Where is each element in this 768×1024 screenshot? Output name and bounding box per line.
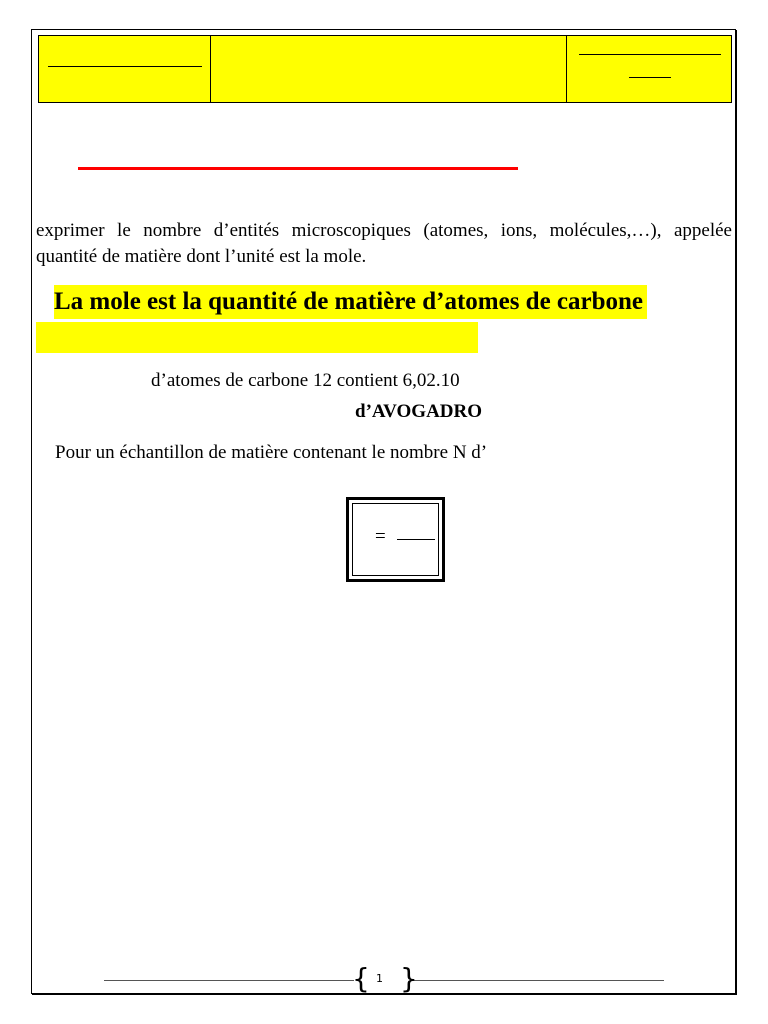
header-left-blank-line <box>48 66 202 67</box>
formula-equals: = <box>375 526 386 547</box>
formula-fraction-line <box>397 539 435 540</box>
header-right-blank-line-1 <box>579 54 721 55</box>
footer-rule-left <box>104 980 354 981</box>
header-right-blank-line-2 <box>629 77 671 78</box>
sample-line: Pour un échantillon de matière contenant le nombre N d’ <box>55 442 488 463</box>
header-cell-left <box>39 36 211 102</box>
header-table <box>38 35 732 103</box>
highlight-bar <box>36 322 478 353</box>
page-number: 1 <box>376 972 383 985</box>
footer-left-brace: { <box>352 962 370 995</box>
header-cell-right <box>567 36 731 102</box>
red-title-rule <box>78 167 518 170</box>
footer-right-brace: } <box>400 962 418 995</box>
header-cell-middle <box>211 36 567 102</box>
mole-definition: La mole est la quantité de matière d’atomes de carbone <box>54 285 647 319</box>
carbon-line: d’atomes de carbone 12 contient 6,02.10 <box>151 370 460 391</box>
intro-paragraph: exprimer le nombre d’entités microscopiques (atomes, ions, molécules,…), appelée quantité de matière dont l’unité est la mole. <box>36 220 732 267</box>
avogadro-label: d’AVOGADRO <box>355 401 483 422</box>
footer-rule-right <box>412 980 664 981</box>
